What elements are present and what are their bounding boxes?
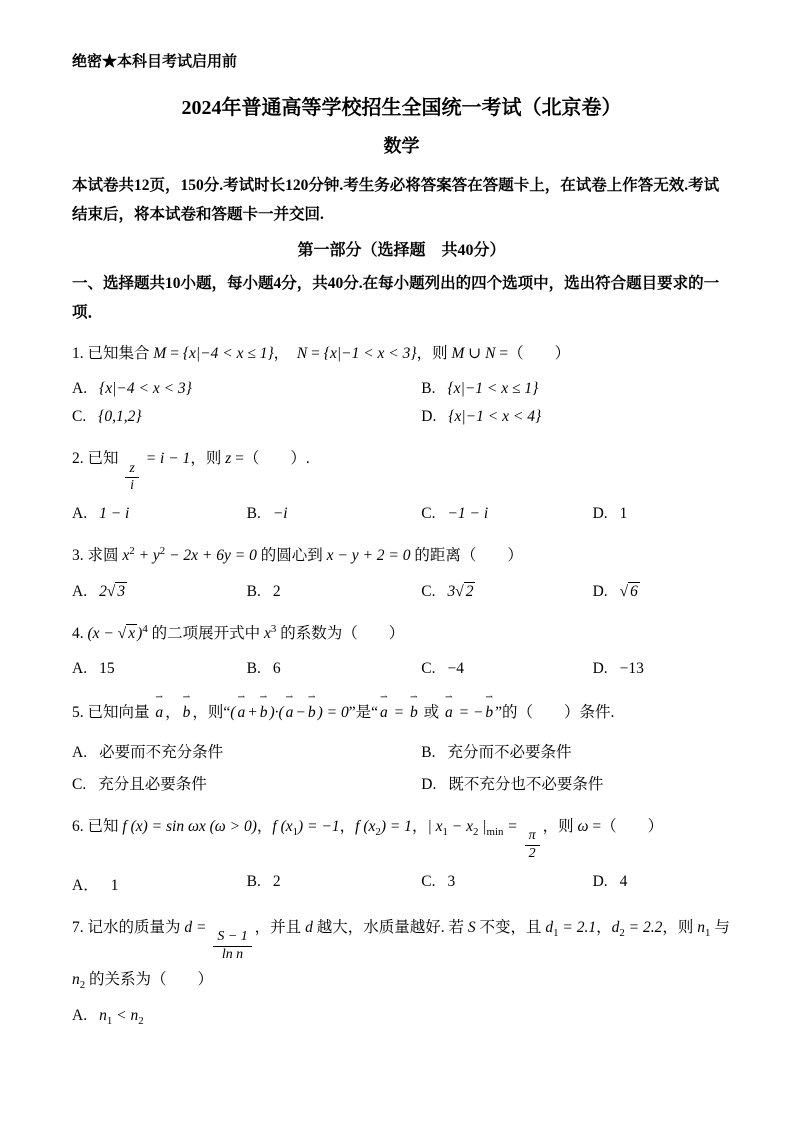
option-label: D. — [592, 660, 608, 678]
exam-instructions: 本试卷共12页，150分.考试时长120分钟.考生务必将答案答在答题卡上，在试卷上作答无效.考试结束后，将本试卷和答题卡一并交回. — [72, 177, 720, 223]
text-segment: 的距离（ ） — [410, 547, 523, 565]
math-segment: ) = 1 — [380, 818, 412, 836]
text-segment: ， — [411, 818, 428, 836]
math-segment: x — [264, 624, 271, 642]
text-segment: ， — [596, 918, 612, 936]
option-label: D. — [592, 872, 608, 890]
radicand: x — [128, 624, 136, 642]
option-label: C. — [72, 408, 87, 426]
question-4-option-D — [593, 660, 731, 678]
option-content — [620, 873, 628, 890]
text-segment: ， — [256, 818, 273, 836]
subscript: 1 — [442, 826, 448, 839]
option-content — [99, 1006, 144, 1027]
vector-letter: b — [259, 704, 268, 722]
math-segment: −i — [272, 505, 288, 523]
text-segment: 不变，且 — [475, 918, 546, 936]
math-segment: + y — [134, 547, 160, 565]
subscript: 1 — [106, 1014, 113, 1027]
text-segment: 1. 已知集合 — [72, 344, 154, 362]
options-row — [72, 408, 731, 426]
question-4-option-B — [247, 660, 422, 678]
subscript: 1 — [553, 926, 559, 939]
question-5 — [72, 692, 731, 794]
math-segment: = — [389, 704, 408, 722]
question-5-option-A — [72, 740, 421, 762]
math-segment: M ∪ N — [451, 344, 496, 362]
question-4 — [72, 618, 731, 679]
option-content — [99, 582, 127, 600]
question-3-option-B — [247, 583, 422, 601]
square-root — [455, 582, 475, 600]
subscript: 2 — [375, 826, 381, 839]
math-segment: d — [611, 918, 620, 936]
options-row — [72, 505, 731, 523]
math-segment: )·( — [269, 704, 284, 722]
option-label: D. — [421, 776, 437, 794]
question-5-stem — [72, 692, 731, 730]
vector — [409, 692, 418, 730]
math-segment: ω — [577, 818, 589, 836]
option-content — [273, 873, 281, 890]
option-content — [98, 408, 141, 425]
option-content — [620, 505, 628, 522]
text-segment: 的系数为（ ） — [276, 624, 405, 642]
text-segment: 既不充分也不必要条件 — [448, 776, 604, 794]
vector — [444, 692, 453, 730]
option-label: D. — [592, 505, 608, 523]
option-content — [273, 583, 281, 600]
question-1-option-B — [421, 380, 731, 398]
question-6 — [72, 811, 731, 895]
subscript: 1 — [292, 826, 299, 839]
vector — [182, 692, 191, 730]
text-segment: 1 — [110, 876, 119, 894]
part1-intro: 一、选择题共10小题，每小题4分，共40分.在每小题列出的四个选项中，选出符合题目要求的一项． — [72, 275, 720, 322]
subscript: 2 — [138, 1014, 144, 1027]
text-segment: ，则 — [542, 818, 578, 836]
text-segment: 的圆心到 — [256, 547, 327, 565]
vector — [237, 692, 246, 730]
option-label: B. — [421, 380, 436, 398]
vector-arrow-icon: ⇀ — [444, 692, 453, 703]
text-segment: 充分且必要条件 — [98, 776, 207, 794]
math-segment: n — [72, 970, 80, 988]
question-2-option-D — [593, 505, 731, 523]
fraction-denominator: ln n — [221, 946, 244, 962]
text-segment: ， — [273, 344, 297, 362]
option-label: A． — [72, 876, 99, 894]
option-content — [447, 380, 538, 397]
option-content — [99, 380, 192, 397]
option-label: A. — [72, 1006, 88, 1024]
text-segment: 15 — [99, 660, 115, 678]
text-segment: ，并且 — [254, 918, 306, 936]
radical-sign: √ — [106, 582, 116, 600]
math-segment: {x|−1 < x ≤ 1} — [447, 380, 539, 398]
question-6-option-A — [72, 873, 247, 895]
text-segment: ”的（ ）条件. — [495, 704, 615, 722]
square-root — [118, 624, 137, 642]
fraction-numerator: S − 1 — [213, 929, 251, 947]
option-content — [447, 660, 464, 677]
square-root — [107, 582, 127, 600]
vector-arrow-icon: ⇀ — [285, 692, 294, 703]
math-segment: x — [122, 547, 130, 565]
fraction-denominator: i — [130, 478, 135, 494]
math-segment: N — [296, 344, 308, 362]
question-6-option-C — [421, 873, 592, 895]
text-segment: =（ ） — [495, 344, 571, 362]
vector-arrow-icon: ⇀ — [237, 692, 246, 703]
math-segment: + — [247, 704, 258, 722]
fraction — [525, 828, 540, 862]
options-row — [72, 660, 731, 678]
question-2 — [72, 443, 731, 523]
option-content — [99, 744, 223, 761]
square-root — [620, 582, 640, 600]
options-row — [72, 583, 731, 601]
text-segment: =（ ）. — [231, 450, 310, 468]
fraction-denominator: 2 — [528, 846, 536, 862]
question-6-option-B — [247, 873, 422, 895]
text-segment: = — [307, 344, 324, 362]
text-segment: 1 — [619, 505, 628, 523]
option-label: C. — [421, 505, 436, 523]
math-segment: M — [153, 344, 167, 362]
subscript: min — [486, 826, 504, 839]
options-row — [72, 1007, 731, 1027]
option-label: B. — [246, 582, 261, 600]
question-2-option-A — [72, 505, 247, 523]
option-content — [99, 505, 129, 522]
question-3 — [72, 540, 731, 601]
text-segment: 2 — [272, 582, 281, 600]
subscript: 2 — [619, 926, 625, 939]
option-label: D. — [592, 582, 608, 600]
math-segment: − x — [447, 818, 473, 836]
text-segment: 7. 记水的质量为 — [72, 918, 185, 936]
math-segment: = — [503, 818, 522, 836]
superscript: 4 — [142, 622, 148, 635]
option-label: D. — [421, 408, 437, 426]
math-segment: = 2.2 — [624, 918, 663, 936]
option-label: A. — [72, 744, 88, 762]
text-segment: 6. 已知 — [72, 818, 123, 836]
option-label: B. — [421, 744, 436, 762]
math-segment: x − y + 2 = 0 — [326, 547, 411, 565]
question-7 — [72, 912, 731, 1027]
question-1-option-A — [72, 380, 421, 398]
question-5-option-C — [72, 772, 421, 794]
option-label: A. — [72, 380, 88, 398]
vector — [307, 692, 316, 730]
options-row — [72, 380, 731, 398]
vector-arrow-icon: ⇀ — [379, 692, 388, 703]
options-row — [72, 772, 731, 794]
superscript: 2 — [159, 545, 166, 558]
text-segment: 必要而不充分条件 — [99, 744, 224, 762]
vector-letter: a — [155, 704, 164, 722]
option-content — [447, 505, 488, 522]
text-segment: −4 — [447, 660, 464, 678]
text-segment: ，则 — [662, 918, 698, 936]
text-segment: 与 — [710, 918, 730, 936]
question-3-option-A — [72, 583, 247, 601]
math-segment: − 2x + 6y = 0 — [165, 547, 257, 565]
option-label: B. — [246, 505, 261, 523]
option-label: A. — [72, 582, 88, 600]
options-row — [72, 740, 731, 762]
math-segment: z — [225, 450, 232, 468]
subscript: 1 — [705, 926, 711, 939]
vector — [485, 692, 494, 730]
text-segment: ，则“ — [192, 704, 231, 722]
superscript: 3 — [270, 622, 277, 635]
math-segment: (x − — [87, 624, 118, 642]
option-content — [98, 776, 207, 793]
math-segment: ) = −1 — [298, 818, 340, 836]
math-segment: = i − 1 — [141, 450, 191, 468]
classification-notice: 绝密★本科目考试启用前 — [72, 54, 238, 70]
text-segment: = — [166, 344, 183, 362]
math-segment: S — [467, 918, 476, 936]
question-5-option-B — [421, 740, 731, 762]
option-content — [447, 873, 455, 890]
text-segment: 越大，水质量越好. 若 — [312, 918, 468, 936]
math-segment: f (x) = sin ωx (ω > 0) — [122, 818, 257, 836]
question-4-stem — [72, 618, 731, 651]
math-segment: 1 − i — [99, 505, 130, 523]
subscript: 2 — [472, 826, 479, 839]
math-segment: f (x — [355, 818, 376, 836]
text-segment: =（ ） — [588, 818, 664, 836]
question-3-option-D — [593, 583, 731, 601]
radicand: 6 — [630, 582, 638, 600]
option-label: A. — [72, 660, 88, 678]
question-3-stem — [72, 540, 731, 573]
option-label: C. — [421, 660, 436, 678]
math-segment: = 2.1 — [558, 918, 597, 936]
vector — [259, 692, 268, 730]
option-content — [620, 660, 644, 677]
option-content — [448, 408, 541, 425]
fraction-numerator: z — [125, 461, 138, 479]
text-segment: 4. — [72, 624, 88, 642]
text-segment: 6 — [272, 660, 281, 678]
question-4-option-A — [72, 660, 247, 678]
question-7-option-A — [72, 1007, 731, 1027]
radical-sign: √ — [455, 582, 464, 600]
text-segment: 的关系为（ ） — [85, 970, 214, 988]
subscript: 2 — [79, 978, 86, 991]
option-label: C. — [421, 582, 436, 600]
vector — [379, 692, 388, 730]
questions-list — [72, 338, 731, 1027]
vector-letter: b — [182, 704, 191, 722]
option-label: B. — [246, 660, 261, 678]
vector-letter: b — [307, 704, 316, 722]
option-content — [620, 582, 640, 600]
math-segment: {x|−1 < x < 3} — [323, 344, 417, 362]
vector-letter: a — [285, 704, 294, 722]
question-2-option-B — [247, 505, 422, 523]
radical-sign: √ — [117, 624, 127, 642]
math-segment: ) — [137, 624, 143, 642]
vector-arrow-icon: ⇀ — [182, 692, 191, 703]
option-label: A. — [72, 505, 88, 523]
text-segment: ， — [339, 818, 356, 836]
option-label: B. — [246, 872, 261, 890]
vector-letter: a — [380, 704, 388, 722]
options-row — [72, 873, 731, 895]
vector-arrow-icon: ⇀ — [155, 692, 164, 703]
math-segment: d — [545, 918, 554, 936]
math-segment: = − — [454, 704, 484, 722]
math-segment: f (x — [272, 818, 293, 836]
vector-arrow-icon: ⇀ — [307, 692, 316, 703]
text-segment: −13 — [619, 660, 644, 678]
text-segment: ，则 — [190, 450, 226, 468]
fraction — [125, 461, 138, 495]
text-segment: 4 — [619, 872, 628, 890]
radical-sign: √ — [619, 582, 629, 600]
text-segment: 5. 已知向量 — [72, 704, 154, 722]
superscript: 2 — [129, 545, 135, 558]
math-segment: {x|−4 < x ≤ 1} — [182, 344, 274, 362]
text-segment: ”是“ — [348, 704, 378, 722]
text-segment: ， — [165, 704, 181, 722]
question-3-option-C — [421, 583, 592, 601]
vector-arrow-icon: ⇀ — [409, 692, 418, 703]
radicand: 2 — [465, 582, 474, 600]
question-1 — [72, 338, 731, 427]
question-4-option-C — [421, 660, 592, 678]
text-segment: ，则 — [416, 344, 452, 362]
option-label: C. — [421, 872, 436, 890]
text-segment: 2 — [272, 872, 281, 890]
question-2-stem — [72, 443, 731, 495]
vector-letter: a — [444, 704, 453, 722]
question-1-stem — [72, 338, 731, 371]
math-segment: n — [99, 1006, 107, 1024]
text-segment: 3. 求圆 — [72, 547, 123, 565]
math-segment: < n — [112, 1006, 139, 1024]
math-segment: − — [295, 704, 306, 722]
vector-letter: b — [409, 704, 418, 722]
fraction — [213, 929, 251, 963]
math-segment: n — [697, 918, 706, 936]
question-1-option-C — [72, 408, 421, 426]
vector-letter: a — [237, 704, 246, 722]
text-segment: 2. 已知 — [72, 450, 123, 468]
math-segment: ) = 0 — [317, 704, 349, 722]
math-segment: 3 — [447, 582, 456, 600]
math-segment: d — [305, 918, 313, 936]
part1-title: 第一部分（选择题 共40分） — [297, 242, 506, 260]
question-7-stem — [72, 912, 731, 997]
text-segment: 或 — [419, 704, 443, 722]
fraction-numerator: π — [525, 828, 540, 846]
vector-arrow-icon: ⇀ — [485, 692, 494, 703]
vector — [285, 692, 294, 730]
text-segment: 3 — [447, 872, 456, 890]
math-segment: d = — [184, 918, 211, 936]
math-segment: {x|−1 < x < 4} — [448, 408, 542, 426]
math-segment: ( — [230, 704, 236, 722]
question-6-stem — [72, 811, 731, 863]
math-segment: {x|−4 < x < 3} — [99, 380, 192, 398]
option-label: C. — [72, 776, 87, 794]
math-segment: | x — [427, 818, 443, 836]
radicand: 3 — [117, 582, 126, 600]
option-content — [111, 877, 119, 894]
question-6-option-D — [593, 873, 731, 895]
option-content — [448, 776, 603, 793]
math-segment: 2 — [99, 582, 107, 600]
math-segment: −1 − i — [447, 505, 489, 523]
option-content — [273, 505, 288, 522]
option-content — [99, 660, 115, 677]
option-content — [447, 744, 571, 761]
math-segment: {0,1,2} — [98, 408, 142, 426]
question-1-option-D — [421, 408, 731, 426]
vector-arrow-icon: ⇀ — [259, 692, 268, 703]
text-segment: 的二项展开式中 — [147, 624, 265, 642]
text-segment: 充分而不必要条件 — [447, 744, 572, 762]
question-2-option-C — [421, 505, 592, 523]
question-5-option-D — [421, 772, 731, 794]
exam-title: 2024年普通高等学校招生全国统一考试（北京卷） — [181, 97, 622, 119]
vector-letter: b — [485, 704, 494, 722]
vector — [155, 692, 164, 730]
subject-title: 数学 — [383, 136, 420, 156]
math-segment: | — [478, 818, 487, 836]
option-content — [447, 582, 475, 600]
option-content — [273, 660, 281, 677]
